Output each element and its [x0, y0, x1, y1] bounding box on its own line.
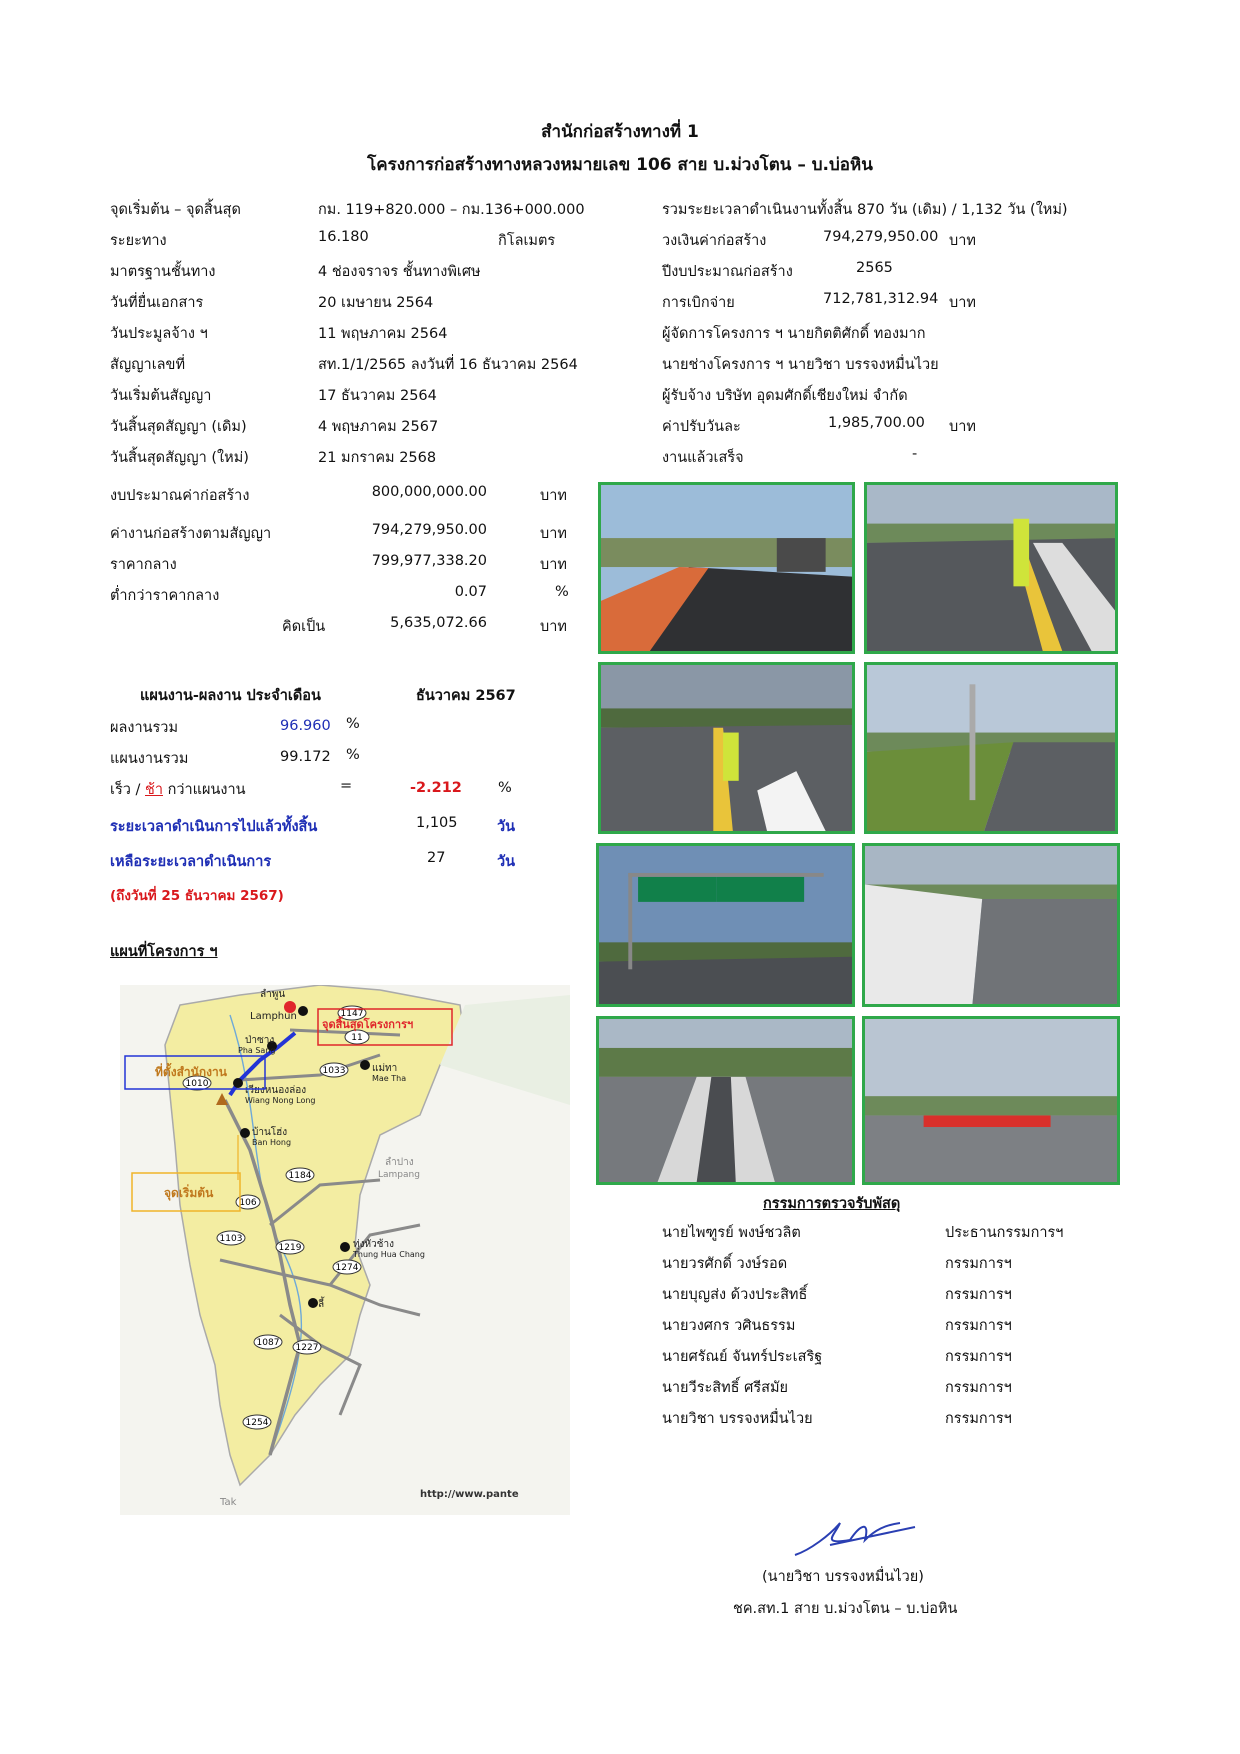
actual-unit: %: [346, 716, 360, 732]
place-th: ทุ่งหัวช้าง: [353, 1239, 394, 1250]
photo-asphalt-paving: [598, 482, 855, 654]
asof-note: (ถึงวันที่ 25 ธันวาคม 2567): [110, 888, 284, 904]
member-name: นายศรัณย์ จันทร์ประเสริฐ: [662, 1349, 823, 1365]
budget-value: 799,977,338.20: [371, 553, 487, 569]
info-label: จุดเริ่มต้น – จุดสิ้นสุด: [110, 202, 241, 218]
info-label: วันเริ่มต้นสัญญา: [110, 388, 212, 404]
place-en: Pha Sang: [238, 1046, 276, 1055]
info-value: 712,781,312.94: [823, 291, 939, 307]
member-role: ประธานกรรมการฯ: [945, 1225, 1064, 1241]
info-unit: กิโลเมตร: [498, 233, 556, 249]
info-value: กม. 119+820.000 – กม.136+000.000: [318, 202, 585, 218]
photo-canvas: [601, 485, 852, 651]
photo-canvas: [867, 485, 1115, 651]
elapsed-value: 1,105: [416, 815, 458, 831]
diff-label-a: เร็ว /: [110, 782, 145, 798]
photo-canvas: [865, 1019, 1117, 1182]
budget-value: 0.07: [454, 584, 487, 600]
committee-heading: กรรมการตรวจรับพัสดุ: [763, 1196, 901, 1212]
start-point-label: จุดเริ่มต้น: [164, 1186, 214, 1200]
info-unit: บาท: [949, 419, 976, 435]
route-shield-label: 1103: [219, 1234, 243, 1244]
budget-unit: บาท: [540, 557, 567, 573]
member-name: นายวิชา บรรจงหมื่นไวย: [662, 1411, 813, 1427]
info-label: การเบิกจ่าย: [662, 295, 735, 311]
photo-concrete-barrier: [862, 843, 1120, 1007]
info-label: ผู้รับจ้าง บริษัท อุดมศักดิ์เชียงใหม่ จำกัด: [662, 388, 908, 404]
budget-unit: %: [555, 584, 569, 600]
place-th: ลำพูน: [260, 989, 286, 1000]
info-value: 1,985,700.00: [828, 415, 925, 431]
diff-label: [110, 778, 246, 801]
photo-canvas: [867, 665, 1115, 831]
budget-label: ต่ำกว่าราคากลาง: [110, 588, 220, 604]
route-shield-label: 1147: [340, 1009, 364, 1019]
route-shield-label: 1010: [185, 1079, 209, 1089]
signature-name: (นายวิชา บรรจงหมื่นไวย): [762, 1569, 924, 1585]
info-label: วงเงินค่าก่อสร้าง: [662, 233, 767, 249]
plan-value: 99.172: [280, 749, 331, 765]
budget-label: งบประมาณค่าก่อสร้าง: [110, 488, 250, 504]
info-label: รวมระยะเวลาดำเนินงานทั้งสิ้น 870 วัน (เดิม) / 1,132 วัน (ใหม่): [662, 202, 1068, 218]
place-th: แม่ทา: [372, 1063, 398, 1074]
route-shield-label: 1274: [335, 1263, 359, 1273]
budget-label: คิดเป็น: [282, 619, 326, 635]
photo-canvas: [865, 846, 1117, 1004]
member-role: กรรมการฯ: [945, 1380, 1012, 1396]
info-value: 20 เมษายน 2564: [318, 295, 434, 311]
diff-label-b: ช้า: [145, 782, 163, 798]
member-role: กรรมการฯ: [945, 1256, 1012, 1272]
budget-unit: บาท: [540, 526, 567, 542]
place-th: บ้านโฮ่ง: [252, 1127, 288, 1138]
route-shield-label: 1184: [288, 1171, 312, 1181]
place-th: ลี้: [318, 1299, 325, 1310]
route-shield-label: 11: [351, 1033, 363, 1043]
actual-label: ผลงานรวม: [110, 720, 179, 736]
diff-unit: %: [498, 780, 512, 796]
elapsed-unit: วัน: [497, 819, 516, 835]
plan-unit: %: [346, 747, 360, 763]
route-shield-label: 1254: [245, 1418, 269, 1428]
route-shield-label: 1227: [295, 1343, 319, 1353]
info-label: ค่าปรับวันละ: [662, 419, 741, 435]
member-name: นายวงศกร วศินธรรม: [662, 1318, 796, 1334]
info-value: 4 พฤษภาคม 2567: [318, 419, 439, 435]
project-map: [120, 985, 570, 1515]
member-name: นายวีระสิทธิ์ ศรีสมัย: [662, 1380, 789, 1396]
budget-value: 800,000,000.00: [371, 484, 487, 500]
photo-road-barrier: [862, 1016, 1120, 1185]
info-label: ระยะทาง: [110, 233, 167, 249]
end-point-label: จุดสิ้นสุดโครงการฯ: [322, 1018, 414, 1031]
place-th: ป่าซาง: [245, 1035, 275, 1046]
info-value: 2565: [856, 260, 893, 276]
member-name: นายบุญส่ง ด้วงประสิทธิ์: [662, 1287, 808, 1303]
place-en: Lampang: [378, 1170, 420, 1180]
place-th: ลำปาง: [385, 1157, 414, 1168]
info-unit: บาท: [949, 233, 976, 249]
info-label: วันสิ้นสุดสัญญา (ใหม่): [110, 450, 249, 466]
info-label: มาตรฐานชั้นทาง: [110, 264, 216, 280]
member-role: กรรมการฯ: [945, 1287, 1012, 1303]
info-value: 11 พฤษภาคม 2564: [318, 326, 448, 342]
place-th: เวียงหนองล่อง: [245, 1085, 307, 1096]
progress-month: ธันวาคม 2567: [416, 688, 516, 704]
photo-overhead-sign: [596, 843, 855, 1007]
info-value: 4 ช่องจราจร ชั้นทางพิเศษ: [318, 264, 481, 280]
place-en: Tak: [220, 1497, 237, 1508]
photo-canvas: [599, 1019, 852, 1182]
office-location-label: ที่ตั้งสำนักงาน: [155, 1065, 227, 1079]
member-role: กรรมการฯ: [945, 1349, 1012, 1365]
progress-heading: แผนงาน-ผลงาน ประจำเดือน: [140, 688, 321, 704]
info-label: วันประมูลจ้าง ฯ: [110, 326, 208, 342]
budget-label: ราคากลาง: [110, 557, 177, 573]
plan-label: แผนงานรวม: [110, 751, 189, 767]
info-value: 16.180: [318, 229, 369, 245]
member-role: กรรมการฯ: [945, 1411, 1012, 1427]
diff-label-c: กว่าแผนงาน: [162, 782, 246, 798]
budget-value: 794,279,950.00: [371, 522, 487, 538]
budget-unit: บาท: [540, 488, 567, 504]
place-en: Wiang Nong Long: [245, 1096, 316, 1105]
info-value: สท.1/1/2565 ลงวันที่ 16 ธันวาคม 2564: [318, 357, 578, 373]
photo-underpass: [596, 1016, 855, 1185]
info-value: 21 มกราคม 2568: [318, 450, 437, 466]
budget-value: 5,635,072.66: [390, 615, 487, 631]
place-en: Lamphun: [250, 1011, 297, 1022]
member-role: กรรมการฯ: [945, 1318, 1012, 1334]
photo-median-workers: [864, 662, 1118, 834]
project-title: โครงการก่อสร้างทางหลวงหมายเลข 106 สาย บ.ม่วงโตน – บ.บ่อหิน: [367, 155, 873, 175]
diff-value: -2.212: [410, 780, 462, 796]
remaining-value: 27: [427, 850, 446, 866]
budget-unit: บาท: [540, 619, 567, 635]
place-en: Ban Hong: [252, 1138, 292, 1147]
info-label: สัญญาเลขที่: [110, 357, 186, 373]
photo-lane-marking: [864, 482, 1118, 654]
info-label: งานแล้วเสร็จ: [662, 450, 744, 466]
photo-canvas: [599, 846, 852, 1004]
info-label: วันสิ้นสุดสัญญา (เดิม): [110, 419, 247, 435]
map-heading: แผนที่โครงการ ฯ: [110, 944, 218, 960]
remaining-label: เหลือระยะเวลาดำเนินการ: [110, 854, 272, 870]
info-label: วันที่ยื่นเอกสาร: [110, 295, 204, 311]
info-label: ผู้จัดการโครงการ ฯ นายกิตติศักดิ์ ทองมาก: [662, 326, 926, 342]
route-shield-label: 106: [239, 1198, 257, 1208]
office-title: สำนักก่อสร้างทางที่ 1: [541, 122, 699, 142]
actual-value: 96.960: [280, 718, 331, 734]
signature-position: ชค.สท.1 สาย บ.ม่วงโตน – บ.บ่อหิน: [733, 1601, 958, 1617]
route-shield-label: 1219: [278, 1243, 302, 1253]
signature-mark: [790, 1515, 920, 1565]
info-label: นายช่างโครงการ ฯ นายวิชา บรรจงหมื่นไวย: [662, 357, 939, 373]
diff-eq: =: [340, 778, 353, 794]
map-canvas: [120, 985, 570, 1515]
place-en: Thung Hua Chang: [353, 1250, 425, 1259]
member-name: นายวรศักดิ์ วงษ์รอด: [662, 1256, 788, 1272]
info-value: 794,279,950.00: [823, 229, 939, 245]
photo-road-arrow-worker: [598, 662, 855, 834]
map-watermark: http://www.pante: [420, 1489, 519, 1500]
member-name: นายไพฑูรย์ พงษ์ชวลิต: [662, 1225, 801, 1241]
route-shield-label: 1033: [322, 1066, 346, 1076]
elapsed-label: ระยะเวลาดำเนินการไปแล้วทั้งสิ้น: [110, 819, 318, 835]
photo-canvas: [601, 665, 852, 831]
remaining-unit: วัน: [497, 854, 516, 870]
info-value: 17 ธันวาคม 2564: [318, 388, 437, 404]
budget-label: ค่างานก่อสร้างตามสัญญา: [110, 526, 272, 542]
info-unit: บาท: [949, 295, 976, 311]
info-label: ปีงบประมาณก่อสร้าง: [662, 264, 793, 280]
route-shield-label: 1087: [256, 1338, 280, 1348]
place-en: Mae Tha: [372, 1074, 407, 1083]
info-value: -: [912, 446, 918, 462]
